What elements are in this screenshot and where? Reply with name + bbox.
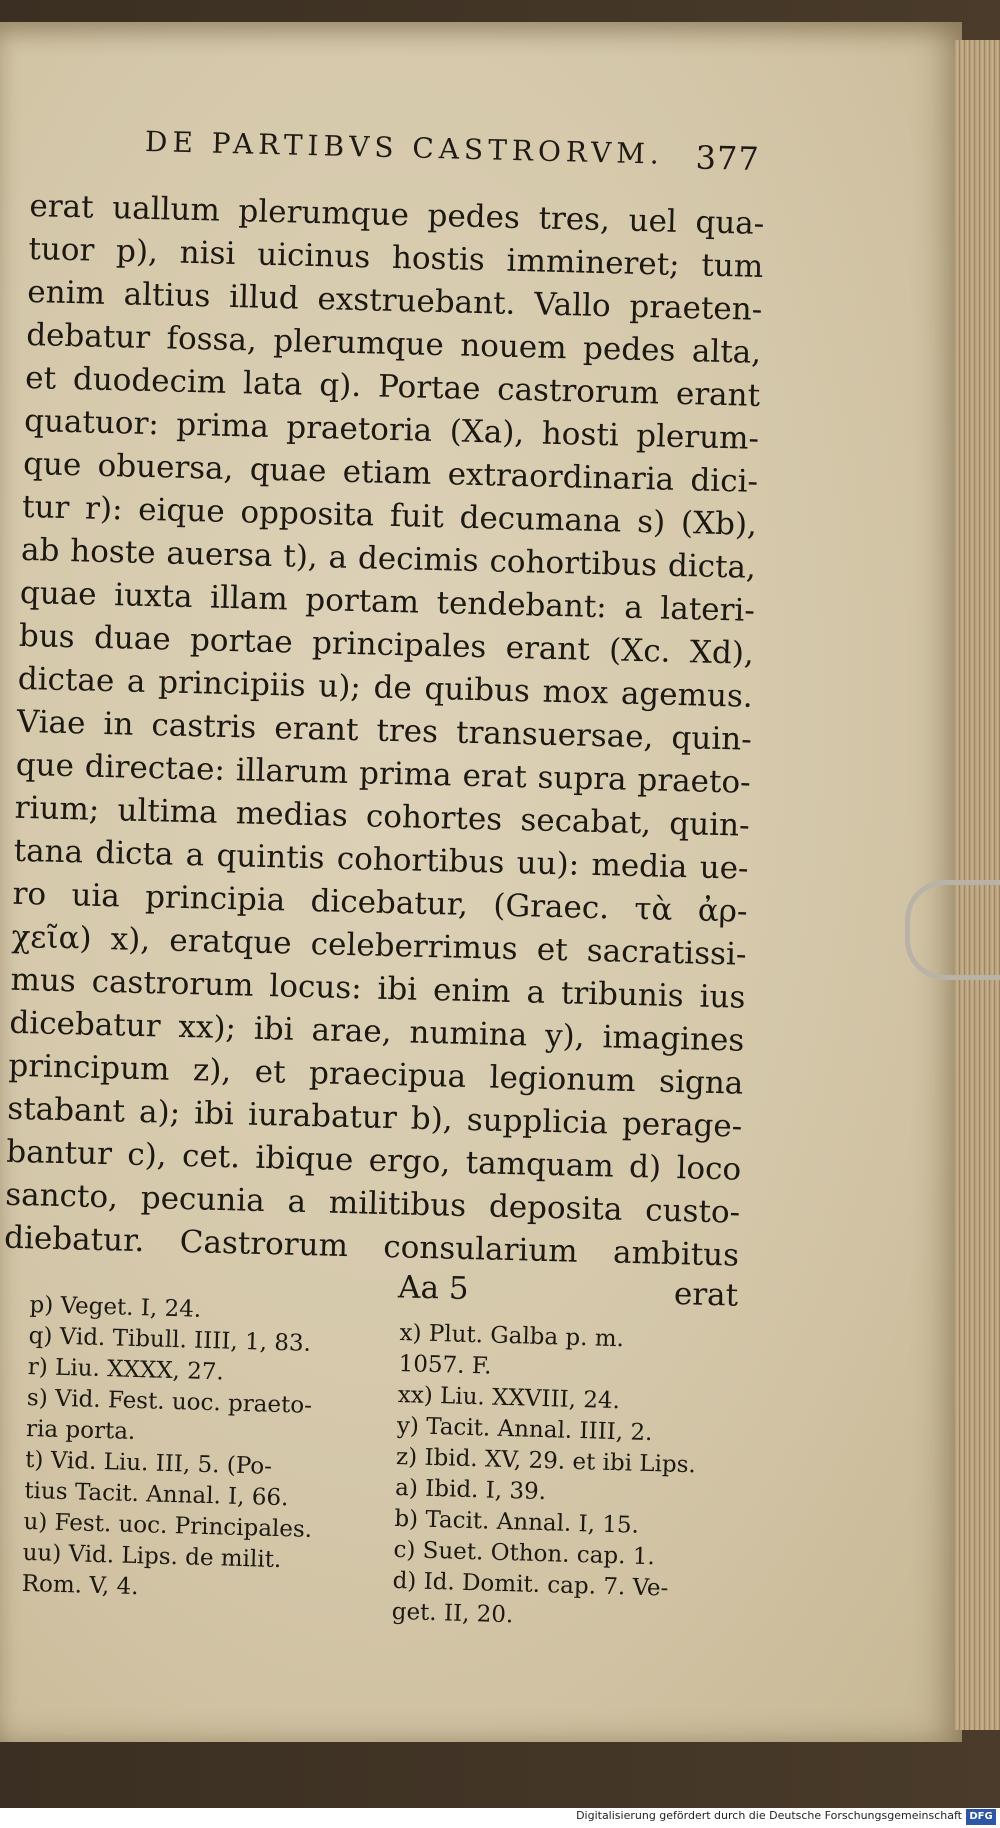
footnote-line: c) Suet. Othon. cap. 1.	[393, 1536, 656, 1571]
footnotes-right-column	[391, 1318, 765, 1638]
text-line: et duodecim lata q). Portae castrorum erant	[24, 359, 761, 414]
text-line: rium; ultima medias cohortes secabat, quin-	[14, 789, 750, 844]
text-line: quatuor: prima praetoria (Xa), hosti plerum-	[23, 402, 760, 457]
footnote-line: y) Tacit. Annal. IIII, 2.	[396, 1412, 653, 1447]
text-line: sancto, pecunia a militibus deposita custo-	[4, 1176, 741, 1231]
footnote-line: d) Id. Domit. cap. 7. Ve-	[392, 1567, 669, 1602]
footnote-line: q) Vid. Tibull. IIII, 1, 83.	[28, 1322, 312, 1357]
dfg-logo: DFG	[966, 1809, 996, 1825]
footnote-line: s) Vid. Fest. uoc. praeto-	[26, 1384, 313, 1419]
text-line: principum z), et praecipua legionum signa	[8, 1047, 744, 1102]
text-line: tur r): eique opposita fuit decumana s) (Xb),	[21, 488, 758, 543]
footnote-line: a) Ibid. I, 39.	[394, 1474, 547, 1506]
footnote-line: z) Ibid. XV, 29. et ibi Lips.	[395, 1443, 697, 1479]
text-line: tana dicta a quintis cohortibus uu): media ue-	[13, 832, 749, 887]
body-text	[3, 185, 765, 1318]
footnote-line: ria porta.	[25, 1415, 136, 1445]
text-line: debatur fossa, plerumque nouem pedes alta,	[25, 316, 762, 371]
text-line: dictae a principiis u); de quibus mox agemus.	[17, 660, 754, 715]
footnote-line: u) Fest. uoc. Principales.	[23, 1508, 313, 1543]
text-line: ro uia principia dicebatur, (Graec. τὰ ἀρ-	[12, 875, 748, 930]
text-line: dicebatur xx); ibi arae, numina y), imagines	[9, 1004, 745, 1059]
text-line: χεῖα) x), eratque celeberrimus et sacratissi-	[11, 918, 747, 973]
text-line: tuor p), nisi uicinus hostis immineret; tum	[27, 230, 764, 285]
text-line: enim altius illud exstruebant. Vallo praeten-	[26, 273, 763, 328]
footnote-line: 1057. F.	[398, 1350, 492, 1380]
text-line: bus duae portae principales erant (Xc. Xd),	[18, 617, 755, 672]
text-line: quae iuxta illam portam tendebant: a lateri-	[19, 574, 756, 629]
footnote-line: Rom. V, 4.	[21, 1570, 139, 1601]
digitization-credit: Digitalisierung gefördert durch die Deutsche Forschungsgemeinschaft	[576, 1809, 962, 1822]
text-line: ab hoste auersa t), a decimis cohortibus dicta,	[20, 531, 757, 586]
text-line: Viae in castris erant tres transuersae, quin-	[16, 703, 753, 758]
text-line: stabant a); ibi iurabatur b), supplicia perage-	[6, 1090, 743, 1145]
text-line: diebatur. Castrorum consularium ambitus	[3, 1219, 740, 1274]
footnotes-left-column	[21, 1290, 400, 1610]
footnote-line: x) Plut. Galba p. m.	[399, 1319, 625, 1353]
text-line: mus castrorum locus: ibi enim a tribunis ius	[10, 961, 746, 1016]
text-line: erat uallum plerumque pedes tres, uel qua-	[29, 187, 765, 242]
footnote-line: r) Liu. XXXX, 27.	[27, 1353, 225, 1386]
page-number: 377	[695, 138, 761, 179]
text-line: que directae: illarum prima erat supra praeto-	[15, 746, 752, 801]
footnote-line: uu) Vid. Lips. de milit.	[22, 1539, 282, 1574]
footnote-line: tius Tacit. Annal. I, 66.	[24, 1477, 289, 1512]
signature-mark: Aa 5	[397, 1269, 470, 1308]
footnote-line: get. II, 20.	[391, 1598, 514, 1629]
footnote-line: p) Veget. I, 24.	[29, 1291, 202, 1323]
text-line: bantur c), cet. ibique ergo, tamquam d) loco	[5, 1133, 742, 1188]
footnote-line: b) Tacit. Annal. I, 15.	[394, 1505, 640, 1539]
footnote-line: xx) Liu. XXVIII, 24.	[397, 1381, 621, 1415]
running-head-title: DE PARTIBVS CASTRORVM.	[144, 125, 665, 171]
text-line: que obuersa, quae etiam extraordinaria dici-	[22, 445, 759, 500]
footnote-line: t) Vid. Liu. III, 5. (Po-	[24, 1446, 273, 1480]
catchword: erat	[673, 1276, 739, 1314]
page-clip	[905, 880, 1000, 980]
